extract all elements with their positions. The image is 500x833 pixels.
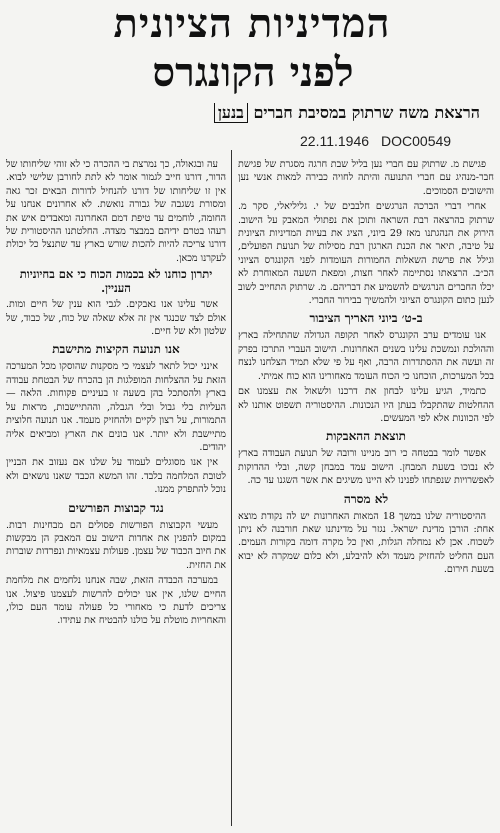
- paragraph: עה ובגאולה, כך נמרצת בי ההכרה כי לא זוהי שליחותו של הדור, דורנו חייב לגמור אומר לא לתת לחורבן שלישי לבוא. אין זו שליחותו של דורנו להנחיל לדורות הבאים זכר גאה ומסורת נשגבה של גבורה נואשת. לא אחרונים אנחנו על החומה, לוחמים עד טיפת דמם האחרונה ומאבדים איש את רעהו בטרם ידיהם במבצר מצדה. החלטתנו ההיסטורית של דורנו צריכה להיות להכות שורש בארץ עד שתנצל כל יכולת לעקרנו מכאן.: [6, 159, 226, 264]
- paragraph: אנו עומדים ערב הקונגרס לאחר תקופה הגדולה שהתחילה בארץ וההולכת ונמשכת עלינו בשנים האחרונות. הישוב העברי התרכז בפרק זה ועשה את ההסתדרות הרבה, ואף על פי שלא תמיד הצלחנו לנצח בכל המערכות, הוכחנו כי הכוח העומד מאחורינו הוא כוח אמיתי.: [238, 330, 494, 382]
- headline-line-1: המדיניות הציונית: [113, 4, 391, 44]
- paragraph: אפשר לומר בבטחה כי רוב מניינו ורובה של תנועת העבודה בארץ לא נבוכו בשעת המבחן. הישוב עמד במבחן קשה, ובלי ההדוקות לאפשרויות שנפתחו לפנינו לא היינו משיגים את אשר השגנו עד כה.: [238, 448, 494, 487]
- archive-stamp: [300, 131, 488, 151]
- bold-statement: יתרון כוחנו לא בכמות הכוח כי אם בחיוניות העניין.: [19, 267, 213, 296]
- paragraph: אין אנו מסוגלים לעמוד על שלנו אם נעזוב את הבניין לטובת המלחמה בלבד. זהו המשא הכבד שאנו נושאים ולא נוכל להתפרק ממנו.: [6, 457, 226, 496]
- paragraph: אינני יכול לתאר לעצמי כי מסקנות שהוסקו מכל המערכה הזאת על ההצלחות המופלגות הן בהכרח של הבטחת עבודה בארץ ולהסתכל בהן בשעה זו בעיניים פקוחות. הלאה — העליות בלי גבול ובלי הגבלה, וההתיישבות, מראות על התמורות, על רצון לקיים ולהחזיק מעמד. אנו תנועה חלוצית מתיישבת ולא יותר. אנו בונים את הארץ ומביאים אליה יהודים.: [6, 361, 226, 453]
- subtitle-location: בנען: [214, 103, 248, 123]
- article-column-left: [6, 158, 226, 826]
- paragraph: פגישת מ. שרתוק עם חברי נען בליל שבת חרגה מסגרת של פגישת חבר-מנהיג עם חברי התנועה והיתה לחויה כבירה למאות אנשי נען והישובים הסמוכים.: [238, 159, 494, 197]
- section-heading: נגד קבוצות הפורשים: [68, 500, 164, 515]
- section-heading: ב-ט׳ ביוני האריך הציבור: [309, 311, 423, 326]
- article-column-right: [238, 158, 494, 826]
- archive-date: 22.11.1946: [300, 133, 370, 149]
- paragraph: ההיסטוריה שלנו במשך 18 המאות האחרונות יש לה נקודת מוצא אחת: הורבן מדינת ישראל. נגזר על מדינתנו שאת חורבנה לא ניתן לשכוח. אכן לא נמחלה הגלות, ואין כל מקרה דומה בקורות העמים. העם החליט להחזיק מעמד ולא להיבלע, ולא כלום שמקרה לא יבוא בשעת חירום.: [238, 510, 494, 576]
- column-divider: [231, 150, 232, 826]
- section-heading: תוצאת ההאבקות: [326, 429, 406, 444]
- section-heading: אנו תנועה הקיצות מתישבת: [52, 342, 180, 357]
- paragraph: במערכה הכבדה הזאת, שבה אנחנו נלחמים את מלחמת החיים שלנו, אין אנו יכולים להרשות לעצמנו פיצול. אנו צריכים לדעת כי מאחורי כל פעולה עומד העם כולו, והאחריות מוטלת על כולנו להבטיח את עתידו.: [6, 575, 226, 627]
- headline-line-2: לפני הקונגרס: [152, 52, 354, 94]
- paragraph: אשר עלינו אנו נאבקים. לגבי הוא ענין של חיים ומות. אולם לצד שכנגד אין זה אלא שאלה של כוח, של כבוד, של שלטון ולא של חיים.: [6, 299, 226, 338]
- paragraph: כתמיד, הגיע עלינו לבחון את דרכנו ולשאול את עצמנו אם ההחלטות שהתקבלו בעתן היו הנכונות. ההיסטוריה תשפוט אותנו לא לפי הכוונות אלא לפי המעשים.: [238, 386, 494, 424]
- archive-doc-id: DOC00549: [381, 133, 452, 149]
- subtitle-text: הרצאת משה שרתוק במסיבת חברים: [253, 103, 480, 122]
- article-subtitle: [96, 103, 480, 123]
- paragraph: אחרי דברי הברכה הנרגשים חלבבים של י. גליליאלי, סקר מ. שרתוק בהרצאה רבת השראה ותוכן את נפתולי המאבק על הישוב. הירוק את הנהגתנו מאז 29 ביוני, הציג את בעיות המדיניות הציונית על טיבה, תיאר את הכנת הארגון רבת מסילות של תנועת הפועלים, וגילל את פרשת השאלות החמורות העומדות לפני הקונגרס הציוני הכ״ב. הרצאתו נסתיימה לאחר חצות, ומפאת השעה המאוחרת לא יכלו החברים הנרגשים להשמיע את דבריהם. מ. שרתוק התחייב לשוב לנען כתום הקונגרס הציוני ולהמשיך בבירור החברי.: [238, 201, 494, 307]
- paragraph: מעשי הקבוצות הפורשות פסולים הם מבחינות רבות. במקום להפגין את אחדות הישוב עם המאבק הן מבקשות את חיוב הכבוד של עצמן. פעולות עצמאיות ונפרדות שוברות את החזית.: [6, 519, 226, 571]
- section-heading: לא מסרה: [343, 491, 389, 506]
